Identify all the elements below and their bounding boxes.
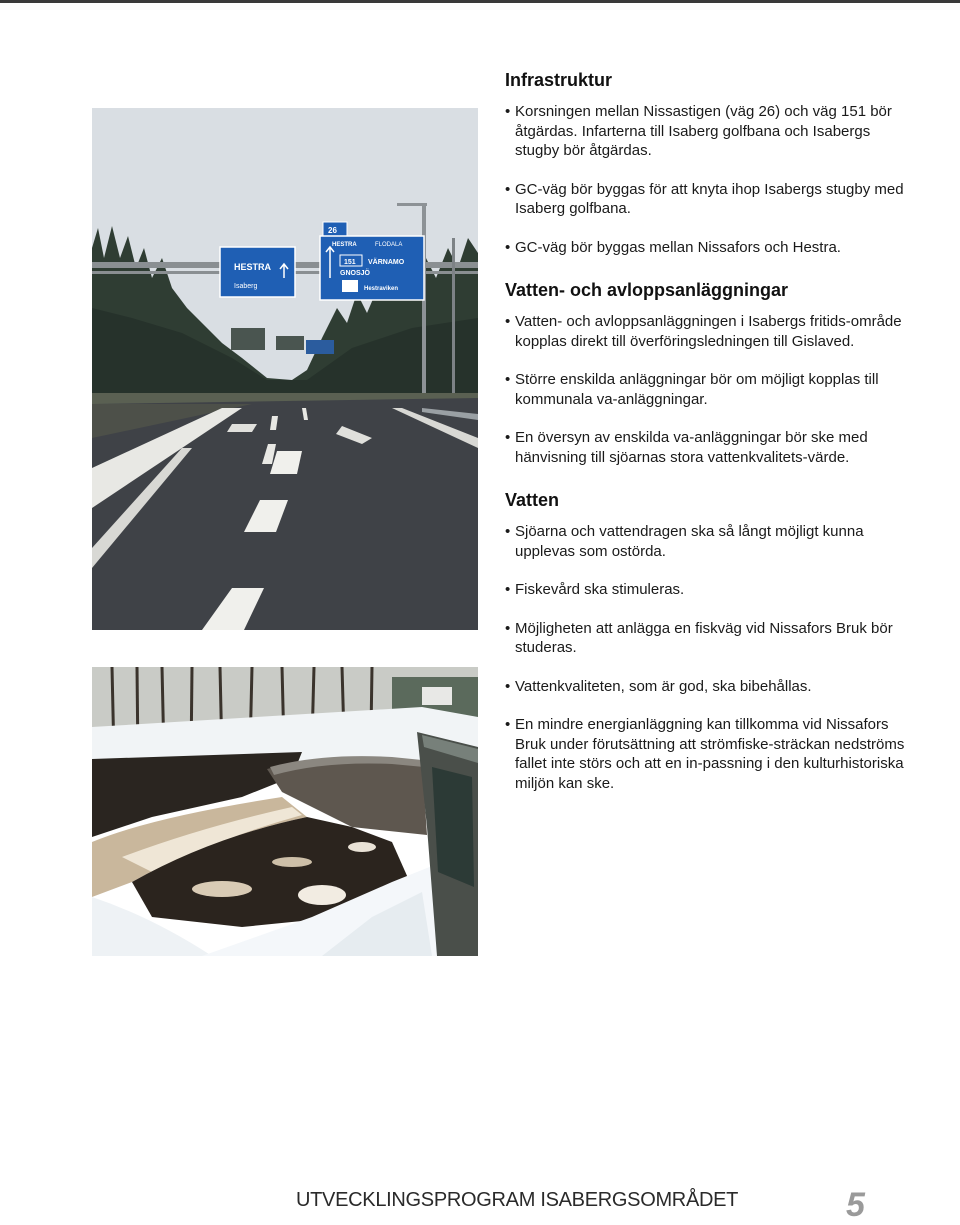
list-item: • Korsningen mellan Nissastigen (väg 26) och väg 151 bör åtgärdas. Infarterna till Isaberg golfbana och Isabergs stugby bör åtgärdas. [505, 103, 892, 159]
waterfall-dam-photo [92, 667, 478, 956]
vatten-list [505, 522, 905, 793]
list-item: • En översyn av enskilda va-anläggningar bör ske med hänvisning till sjöarnas stora vattenkvalitets-värde. [505, 429, 868, 466]
heading-infrastruktur: Infrastruktur [505, 70, 613, 90]
list-item: • Vattenkvaliteten, som är god, ska bibehållas. [505, 677, 812, 695]
list-item: • GC-väg bör byggas för att knyta ihop Isabergs stugby med Isaberg golfbana. [505, 180, 904, 217]
sign-right-row2: VÄRNAMO [368, 259, 405, 266]
list-item: • Fiskevård ska stimuleras. [505, 581, 685, 598]
sign-right-row1a: HESTRA [332, 242, 357, 248]
footer-title: UTVECKLINGSPROGRAM ISABERGSOMRÅDET [296, 1189, 739, 1211]
heading-vatten-avlopp: Vatten- och avloppsanläggningar [505, 280, 789, 300]
sign-right-row4: Hestraviken [364, 286, 399, 292]
list-item: • Sjöarna och vattendragen ska så långt möjligt kunna upplevas som ostörda. [505, 523, 864, 560]
sign-left-top: HESTRA [234, 262, 272, 272]
sign-route-26: 26 [328, 226, 337, 235]
sign-right-row3: GNOSJÖ [340, 270, 370, 277]
text-column [505, 66, 905, 812]
top-rule [0, 0, 960, 3]
vatten-avlopp-list [505, 312, 905, 467]
sign-right-row1b: FLODALA [375, 242, 403, 248]
list-item: • Möjligheten att anlägga en fiskväg vid Nissafors Bruk bör studeras. [505, 619, 893, 656]
road-junction-photo [92, 108, 478, 630]
list-item: • Större enskilda anläggningar bör om möjligt kopplas till kommunala va-anläggningar. [505, 371, 879, 408]
sign-left-bottom: Isaberg [234, 283, 258, 290]
infrastruktur-list [505, 102, 905, 257]
sign-left [220, 247, 295, 297]
list-item: • Vatten- och avloppsanläggningen i Isabergs fritids-område kopplas direkt till överföringsledningen till Gislaved. [505, 313, 902, 350]
sign-route-151: 151 [344, 259, 356, 266]
list-item: • En mindre energianläggning kan tillkomma vid Nissafors Bruk under förutsättning att strömfiske-sträckan nedströms fallet inte störs och att en in-passning i den kulturhistoriska miljön kan ske. [505, 716, 905, 792]
list-item: • GC-väg bör byggas mellan Nissafors och Hestra. [505, 238, 841, 256]
heading-vatten: Vatten [505, 490, 560, 510]
page-number: 5 [846, 1186, 865, 1224]
